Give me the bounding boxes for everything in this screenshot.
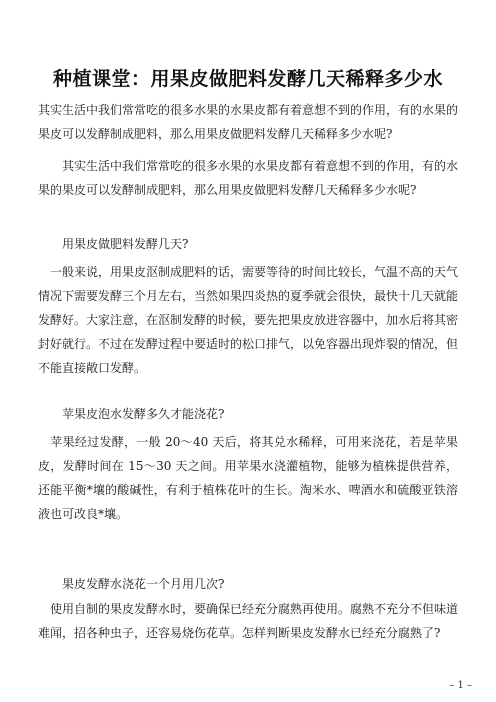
section-body-apple-peel: 苹果经过发酵，一般 20～40 天后，将其兑水稀释，可用来浇花，若是苹果皮，发酵时间在 15～30 天之间。用苹果水浇灌植物，能够为植株提供营养，还能平衡*壤的酸碱性，有利于植株花叶的生长。淘米水、啤酒水和硫酸亚铁溶液也可改良*壤。 [38, 435, 458, 521]
section-heading-apple-peel: 苹果皮泡水发酵多久才能浇花? [62, 407, 225, 421]
section-heading-fermentation-days: 用果皮做肥料发酵几天? [62, 237, 189, 251]
section-heading-watering-frequency: 果皮发酵水浇花一个月用几次? [62, 577, 225, 591]
intro-paragraph-repeat: 其实生活中我们常常吃的很多水果的水果皮都有着意想不到的作用，有的水果的果皮可以发酵制成肥料，那么用果皮做肥料发酵几天稀释多少水呢? [38, 159, 459, 197]
section-body-fermentation-days: 一般来说，用果皮沤制成肥料的话，需要等待的时间比较长，气温不高的天气情况下需要发酵三个月左右，当然如果四炎热的夏季就会很快，最快十几天就能发酵好。大家注意，在沤制发酵的时候，要先把果皮放进容器中，加水后将其密封好就行。不过在发酵过程中要适时的松口排气，以免容器出现炸裂的情况，但不能直接敞口发酵。 [38, 265, 459, 375]
section-body-watering-frequency: 使用自制的果皮发酵水时，要确保已经充分腐熟再使用。腐熟不充分不但味道难闻，招各种虫子，还容易烧伤花草。怎样判断果皮发酵水已经充分腐熟了? [38, 602, 459, 640]
page-number: – 1 – [449, 680, 472, 691]
document-title: 种植课堂：用果皮做肥料发酵几天稀释多少水 [52, 68, 443, 90]
intro-paragraph: 其实生活中我们常常吃的很多水果的水果皮都有着意想不到的作用，有的水果的果皮可以发酵制成肥料，那么用果皮做肥料发酵几天稀释多少水呢? [38, 103, 459, 141]
